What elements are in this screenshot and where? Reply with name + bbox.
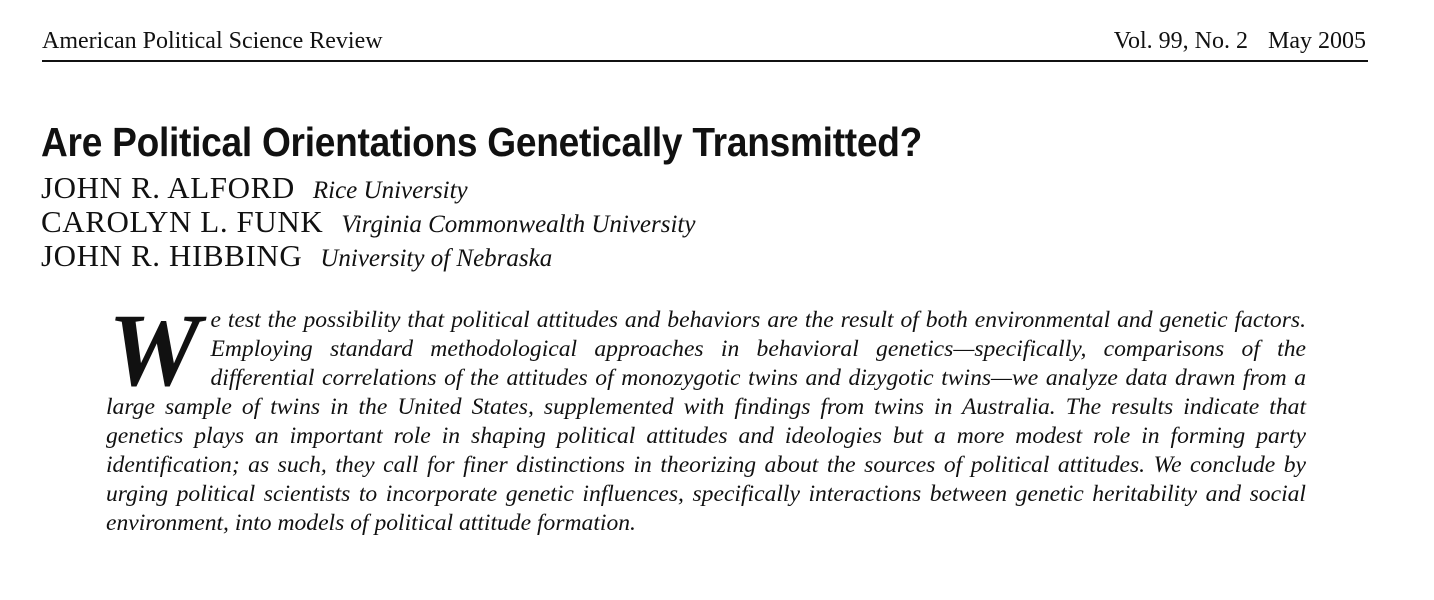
volume-number: Vol. 99, No. 2 [1113, 28, 1248, 54]
author-entry [41, 239, 695, 273]
author-name: CAROLYN L. FUNK [41, 204, 324, 239]
author-affiliation: University of Nebraska [320, 245, 553, 272]
author-affiliation: Virginia Commonwealth University [341, 211, 696, 238]
author-list [41, 171, 695, 273]
author-name: JOHN R. HIBBING [41, 238, 303, 273]
author-name: JOHN R. ALFORD [41, 170, 295, 205]
author-affiliation: Rice University [312, 177, 468, 204]
abstract [106, 293, 1306, 538]
abstract-drop-cap: W [108, 293, 201, 408]
author-entry [41, 205, 695, 239]
journal-name: American Political Science Review [42, 28, 383, 54]
abstract-text: e test the possibility that political attitudes and behaviors are the result of both environmental and genetic factors. Employing standard methodological approaches in behavioral genetics—specifically, comparisons of the differential correlations of the attitudes of monozygotic twins and dizygotic twins—we analyze data drawn from a large sample of twins in the United States, supplemented with findings from twins in Australia. The results indicate that genetics plays an important role in shaping political attitudes and ideologies but a more modest role in forming party identification; as such, they call for finer distinctions in theorizing about the sources of political attitudes. We conclude by urging political scientists to incorporate genetic influences, specifically interactions between genetic heritability and social environment, into models of political attitude formation. [106, 307, 1306, 536]
article-title: Are Political Orientations Genetically Transmitted? [41, 119, 923, 165]
running-head [42, 26, 1368, 56]
issue-info [1114, 26, 1366, 56]
author-entry [41, 171, 695, 205]
header-rule [42, 60, 1368, 62]
issue-date: May 2005 [1268, 28, 1366, 54]
